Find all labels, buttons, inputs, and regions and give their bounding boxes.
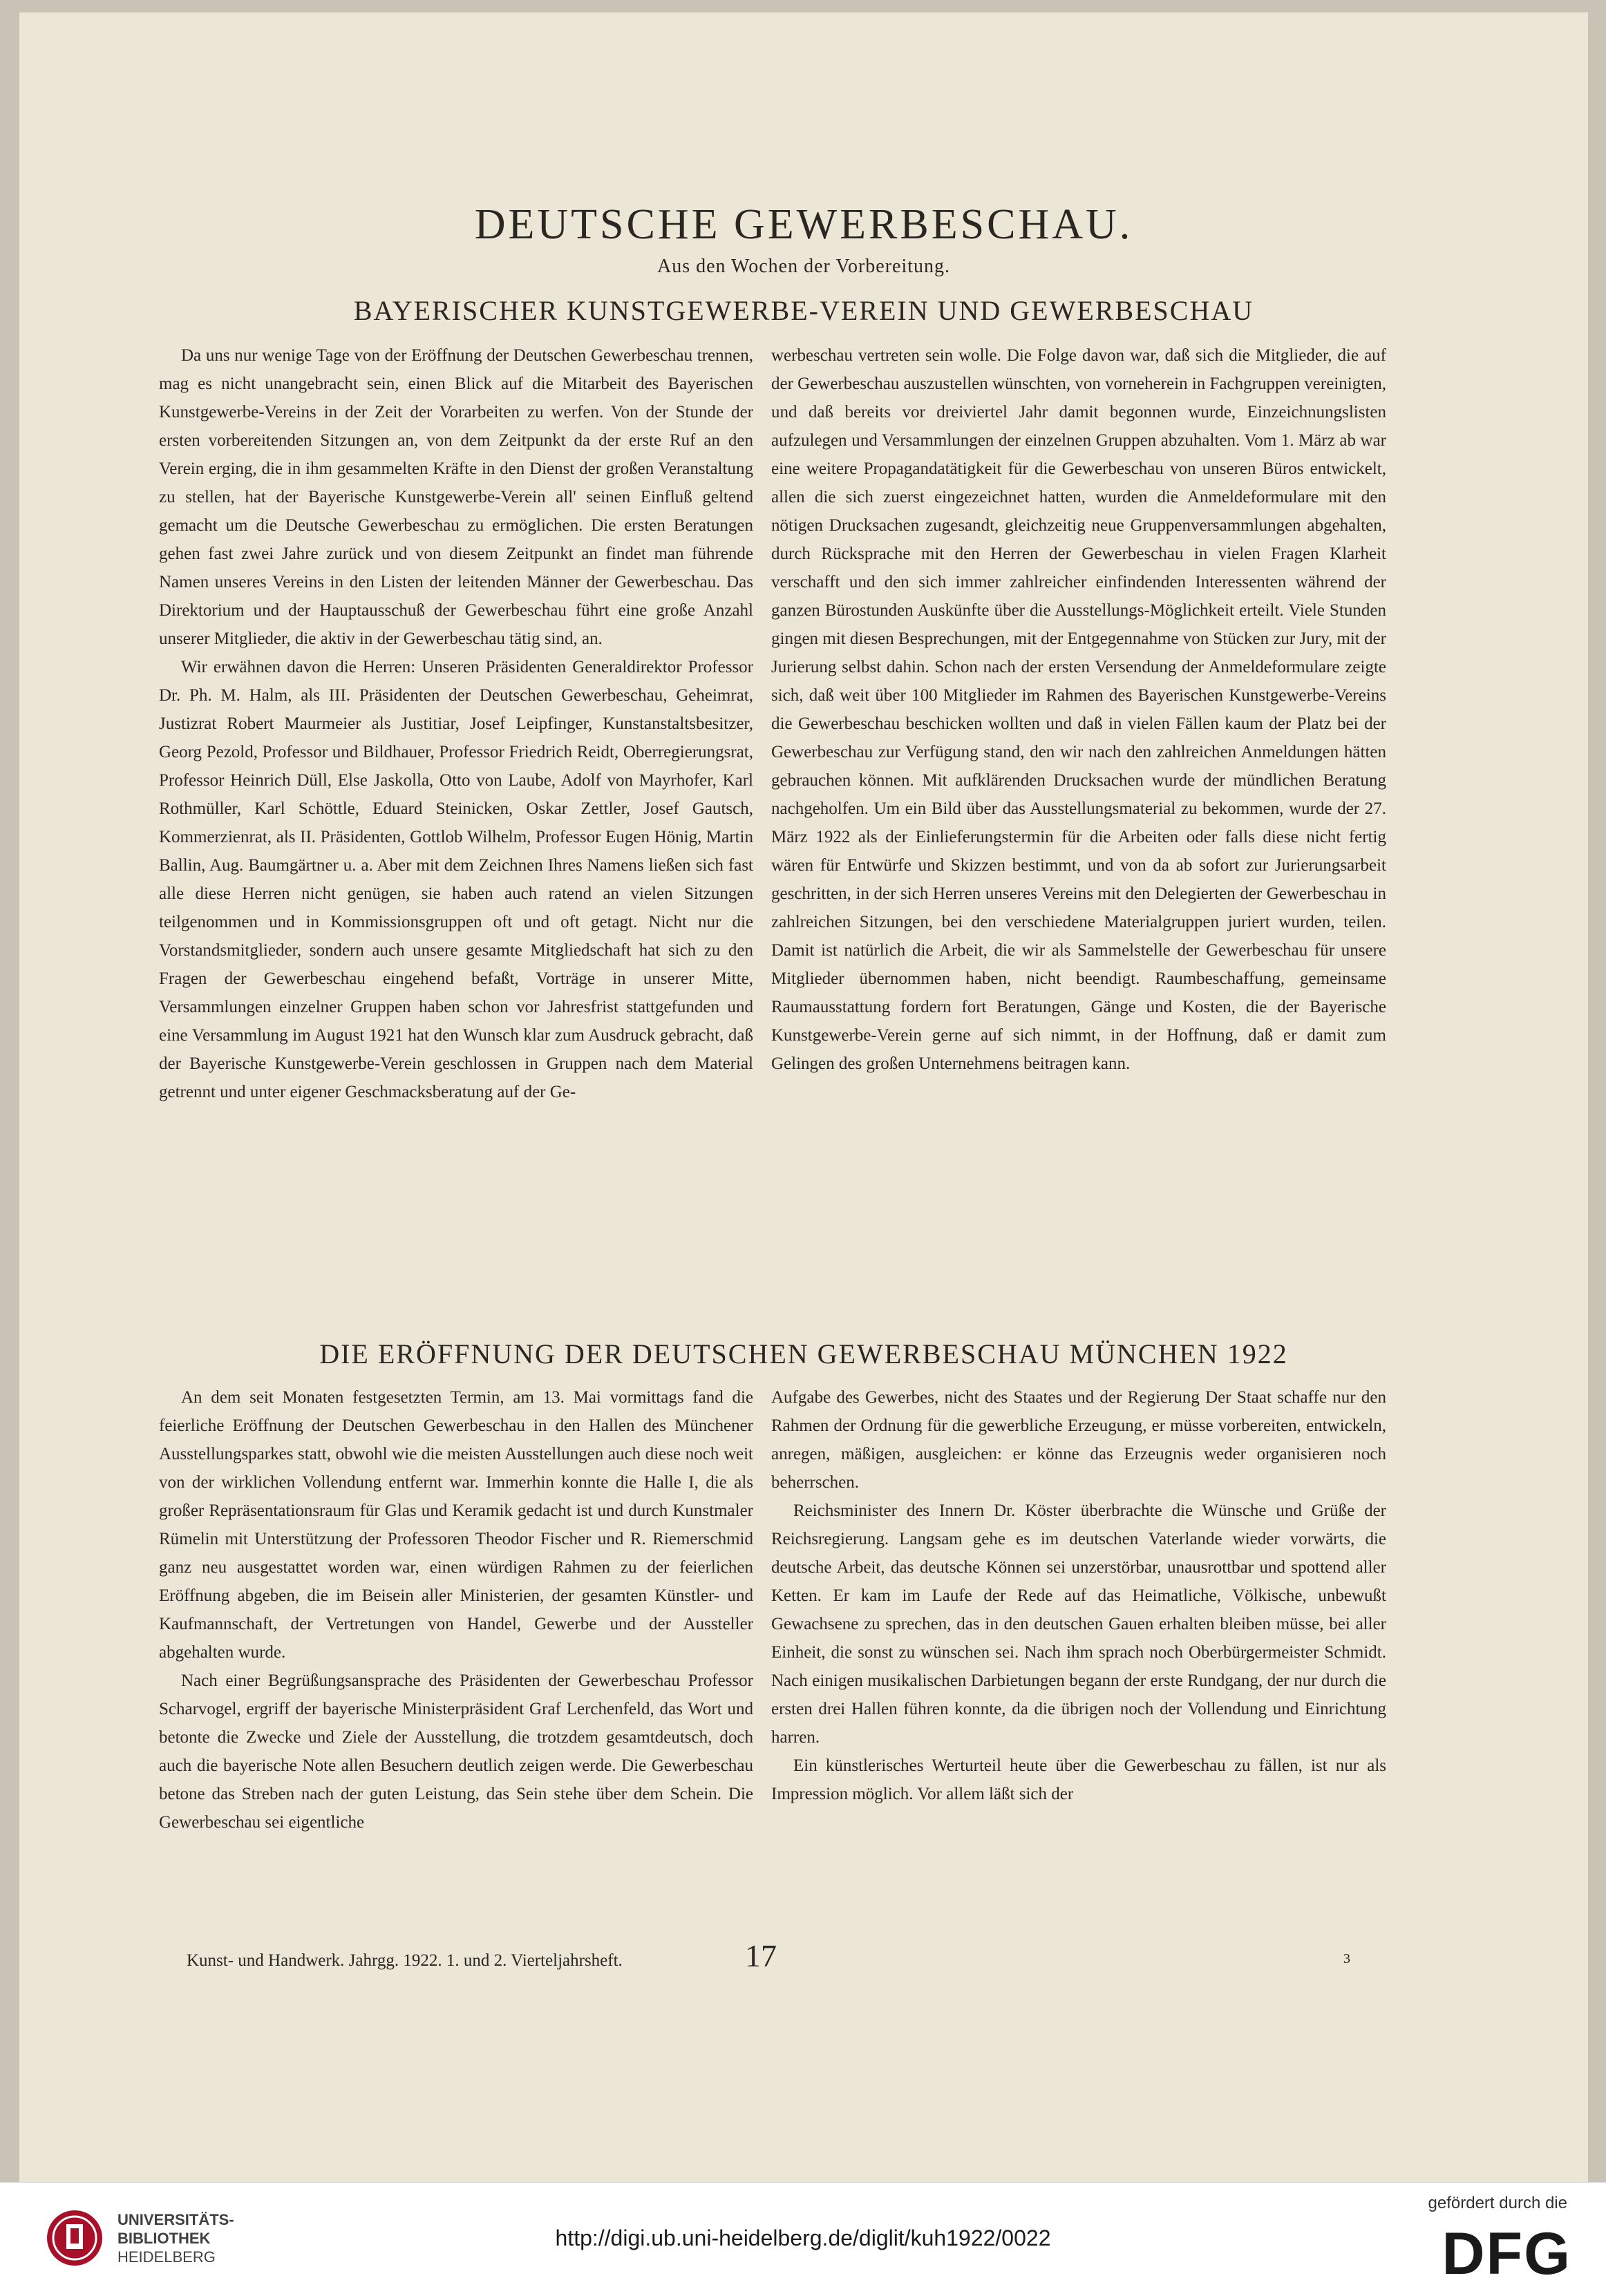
library-bar xyxy=(0,2182,1606,2296)
paragraph: Aufgabe des Gewerbes, nicht des Staates und der Regierung Der Staat schaffe nur den Rahmen der Ordnung für die gewerbliche Erzeugung, er müsse vorbereiten, entwickeln, anregen, mäßigen, ausgleichen: er könne das Erzeugnis weder organisieren noch beherrschen. xyxy=(771,1388,1386,1492)
signature-mark: 3 xyxy=(1343,1951,1350,1966)
logo-line: UNIVERSITÄTS- xyxy=(117,2211,234,2228)
page-number: 17 xyxy=(745,1938,777,1973)
dfg-logo: DFG xyxy=(1442,2221,1571,2287)
paragraph: Ein künstlerisches Werturteil heute über die Gewerbeschau zu fällen, ist nur als Impression möglich. Vor allem läßt sich der xyxy=(771,1756,1386,1803)
paragraph: Nach einer Begrüßungsansprache des Präsidenten der Gewerbeschau Professor Scharvogel, ergriff der bayerische Ministerpräsident Graf Lerchenfeld, das Wort und betonte die Zwecke und Ziele der Ausstellung, die trotzdem gesamtdeutsch, doch auch die bayerische Note allen Besuchern deutlich zeigen werde. Die Gewerbeschau betone das Streben nach der guten Leistung, das Sein stehe über dem Schein. Die Gewerbeschau sei eigentliche xyxy=(159,1671,753,1832)
permalink-url[interactable]: http://digi.ub.uni-heidelberg.de/diglit/kuh1922/0022 xyxy=(555,2226,1051,2250)
section2-title: DIE ERÖFFNUNG DER DEUTSCHEN GEWERBESCHAU MÜNCHEN 1922 xyxy=(319,1338,1288,1369)
paragraph: Reichsminister des Innern Dr. Köster überbrachte die Wünsche und Grüße der Reichsregierung. Langsam gehe es im deutschen Vaterlande wieder vorwärts, die deutsche Arbeit, das deutsche Können sei unzerstörbar, unausrottbar und spottend aller Ketten. Er kam im Laufe der Rede auf das Heimatliche, Völkische, unbewußt Gewachsene zu sprechen, das in den deutschen Gauen erhalten bleiben müsse, bei aller Einheit, die sonst zu wünschen sei. Nach ihm sprach noch Oberbürgermeister Schmidt. Nach einigen musikalischen Darbietungen begann der erste Rundgang, der nur durch die ersten drei Hallen führen konnte, da die übrigen noch der Vollendung und Einrichtung harren. xyxy=(771,1501,1386,1747)
section2-left-column xyxy=(159,1383,753,1908)
section1-right-column xyxy=(771,341,1386,1306)
section1-title: BAYERISCHER KUNSTGEWERBE-VEREIN UND GEWERBESCHAU xyxy=(353,295,1254,326)
section2-right-column xyxy=(771,1383,1386,1908)
journal-footer: Kunst- und Handwerk. Jahrgg. 1922. 1. und 2. Vierteljahrsheft. xyxy=(187,1951,623,1970)
funding-label: gefördert durch die xyxy=(1428,2194,1567,2212)
paragraph: An dem seit Monaten festgesetzten Termin, am 13. Mai vormittags fand die feierliche Eröffnung der Deutschen Gewerbeschau in den Hallen des Münchener Ausstellungsparkes statt, obwohl wie die meisten Ausstellungen auch diese noch weit von der wirklichen Vollendung entfernt war. Immerhin konnte die Halle I, die als großer Repräsentationsraum für Glas und Keramik gedacht ist und durch Kunstmaler Rümelin mit Unterstützung der Professoren Theodor Fischer und R. Riemerschmid ganz neu ausgestattet worden war, einen würdigen Rahmen zu der feierlichen Eröffnung abgeben, die im Beisein aller Ministerien, der gesamten Künstler- und Kaufmannschaft, der Vertretungen von Handel, Gewerbe und der Aussteller abgehalten wurde. xyxy=(159,1388,753,1662)
logo-line: BIBLIOTHEK xyxy=(117,2230,211,2247)
paragraph: werbeschau vertreten sein wolle. Die Folge davon war, daß sich die Mitglieder, die auf der Gewerbeschau auszustellen wünschten, von vorneherein in Fachgruppen vereinigten, und daß bereits vor dreiviertel Jahr damit begonnen wurde, Einzeichnungslisten aufzulegen und Versammlungen der einzelnen Gruppen abzuhalten. Vom 1. März ab war eine weitere Propagandatätigkeit für die Gewerbeschau von unseren Büros entwickelt, allen die sich zuerst eingezeichnet hatten, wurden die Anmeldeformulare mit den nötigen Drucksachen zugesandt, gleichzeitig neue Gruppenversammlungen abgehalten, durch Rücksprache mit den Herren der Gewerbeschau in vielen Fragen Klarheit verschafft und den sich immer zahlreicher einfindenden Interessenten während der ganzen Bürostunden Auskünfte über die Ausstellungs-Möglichkeit erteilt. Viele Stunden gingen mit diesen Besprechungen, mit der Entgegennahme von Stücken zur Jury, mit der Jurierung selbst dahin. Schon nach der ersten Versendung der Anmeldeformulare zeigte sich, daß weit über 100 Mitglieder im Rahmen des Bayerischen Kunstgewerbe-Vereins die Gewerbeschau beschicken wollten und daß in vielen Fällen kaum der Platz bei der Gewerbeschau zur Verfügung stand, den wir nach den zahlreichen Anmeldungen hätten gebrauchen können. Mit aufklärenden Drucksachen wurde der mündlichen Beratung nachgeholfen. Um ein Bild über das Ausstellungsmaterial zu bekommen, wurde der 27. März 1922 als der Einlieferungstermin für die Arbeiten oder falls diese nicht fertig wären für Entwürfe und Skizzen bestimmt, und von da ab sofort zur Jurierungsarbeit geschritten, in der sich Herren unseres Vereins mit den Delegierten der Gewerbeschau in zahlreichen Sitzungen, bei den verschiedene Materialgruppen juriert wurden, teilen. Damit ist natürlich die Arbeit, die wir als Sammelstelle der Gewerbeschau für unsere Mitglieder übernommen haben, nicht beendigt. Raumbeschaffung, gemeinsame Raumausstattung fordern fort Beratungen, Gänge und Kosten, die der Bayerische Kunstgewerbe-Verein gerne auf sich nimmt, in der Hoffnung, daß er damit zum Gelingen des großen Unternehmens beitragen kann. xyxy=(771,346,1386,1073)
scanned-page xyxy=(19,12,1588,2182)
paragraph: Wir erwähnen davon die Herren: Unseren Präsidenten Generaldirektor Professor Dr. Ph. M. Halm, als III. Präsidenten der Deutschen Gewerbeschau, Geheimrat, Justizrat Robert Maurmeier als Justitiar, Josef Leipfinger, Kunstanstaltsbesitzer, Georg Pezold, Professor und Bildhauer, Professor Friedrich Reidt, Oberregierungsrat, Professor Heinrich Düll, Else Jaskolla, Otto von Laube, Adolf von Mayrhofer, Karl Rothmüller, Karl Schöttle, Eduard Steinicken, Oskar Zettler, Josef Gautsch, Kommerzienrat, als II. Präsidenten, Gottlob Wilhelm, Professor Eugen Hönig, Martin Ballin, Aug. Baumgärtner u. a. Aber mit dem Zeichnen Ihres Namens ließen sich fast alle diese Herren nicht genügen, sie haben auch ratend an vielen Sitzungen teilgenommen und in Kommissionsgruppen oft und oft getagt. Nicht nur die Vorstandsmitglieder, sondern auch unsere gesamte Mitgliedschaft hat sich zu den Fragen der Gewerbeschau eingehend befaßt, Vorträge in unserer Mitte, Versammlungen einzelner Gruppen haben schon vor Jahresfrist stattgefunden und eine Versammlung im August 1921 hat den Wunsch klar zum Ausdruck gebracht, daß der Bayerische Kunstgewerbe-Verein geschlossen in Gruppen nach dem Material getrennt und unter eigener Geschmacksberatung auf der Ge- xyxy=(159,658,753,1101)
logo-line: HEIDELBERG xyxy=(117,2248,216,2266)
page-title: DEUTSCHE GEWERBESCHAU. xyxy=(474,201,1133,248)
paragraph: Da uns nur wenige Tage von der Eröffnung der Deutschen Gewerbeschau trennen, mag es nicht unangebracht sein, einen Blick auf die Mitarbeit des Bayerischen Kunstgewerbe-Vereins in der Zeit der Vorarbeiten zu werfen. Von der Stunde der ersten vorbereitenden Sitzungen an, von dem Zeitpunkt da der erste Ruf an den Verein erging, die in ihm gesammelten Kräfte in den Dienst der großen Veranstaltung zu stellen, hat der Bayerische Kunstgewerbe-Verein all' seinen Einfluß geltend gemacht um die Deutsche Gewerbeschau zu ermöglichen. Die ersten Beratungen gehen fast zwei Jahre zurück und von diesem Zeitpunkt an findet man führende Namen unseres Vereins in den Listen der leitenden Männer der Gewerbeschau. Das Direktorium und der Hauptausschuß der Gewerbeschau führt eine große Anzahl unserer Mitglieder, die aktiv in der Gewerbeschau tätig sind, an. xyxy=(159,346,753,648)
section1-left-column xyxy=(159,341,753,1306)
page-subtitle: Aus den Wochen der Vorbereitung. xyxy=(657,256,950,277)
